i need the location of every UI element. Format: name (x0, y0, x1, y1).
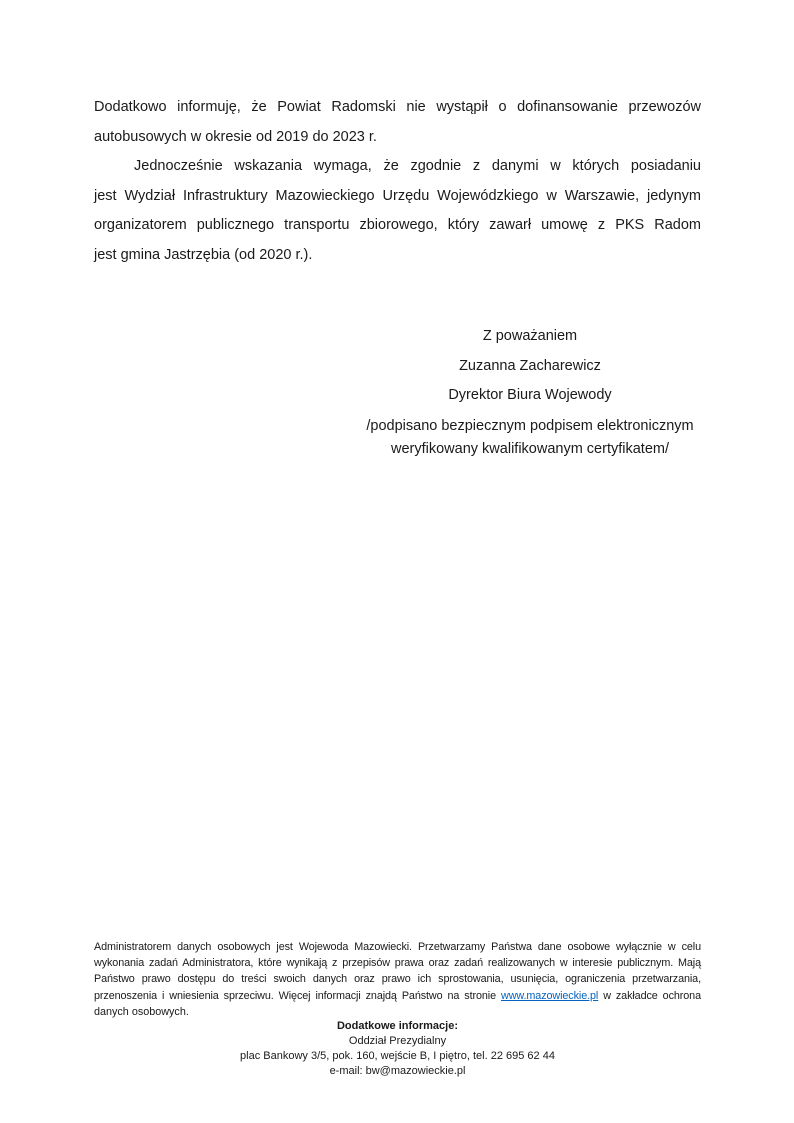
text-line: jest gmina Jastrzębia (od 2020 r.). (94, 246, 313, 263)
text-line: organizatorem publicznego transportu zbiorowego, który zawarł umowę z PKS Radom (94, 217, 701, 233)
text-line: Państwo prawo dostępu do treści swoich danych oraz prawo ich sprostowania, usunięcia, ograniczenia przetwarzania, (94, 973, 701, 986)
text-line: weryfikowany kwalifikowanym certyfikatem/ (391, 441, 669, 457)
contact-department: Oddział Prezydialny (348, 1035, 447, 1047)
contact-heading: Dodatkowe informacje: (336, 1020, 459, 1032)
privacy-notice (94, 939, 701, 1020)
text-line: wykonania zadań Administratora, które wynikają z przepisów prawa oraz zadań realizowanych w interesie publicznym. Mają (94, 957, 701, 970)
privacy-link-suffix: w zakładce ochrona (603, 989, 701, 1002)
letter-body (94, 93, 701, 270)
mazowieckie-website-link[interactable]: www.mazowieckie.pl (501, 989, 599, 1002)
paragraph-organizer (94, 152, 701, 270)
privacy-link-prefix: przenoszenia i wniesienia sprzeciwu. Więcej informacji znajdą Państwo na stronie (94, 989, 497, 1002)
text-line: Administratorem danych osobowych jest Wojewoda Mazowiecki. Przetwarzamy Państwa dane osobowe wyłącznie w celu (94, 941, 701, 953)
contact-block (94, 1019, 701, 1079)
contact-address: plac Bankowy 3/5, pok. 160, wejście B, I piętro, tel. 22 695 62 44 (240, 1050, 555, 1062)
electronic-signature-note (310, 415, 750, 462)
text-line: Dodatkowo informuję, że Powiat Radomski nie wystąpił o dofinansowanie przewozów (94, 99, 701, 115)
signature-block (310, 322, 750, 462)
signature-title: Dyrektor Biura Wojewody (448, 387, 612, 403)
contact-email: e-mail: bw@mazowieckie.pl (329, 1065, 466, 1077)
text-line: /podpisano bezpiecznym podpisem elektronicznym (366, 417, 694, 434)
signature-closing: Z poważaniem (482, 328, 578, 344)
paragraph-funding (94, 93, 701, 152)
text-line: Jednocześnie wskazania wymaga, że zgodnie z danymi w których posiadaniu (134, 158, 701, 174)
signature-name: Zuzanna Zacharewicz (459, 357, 601, 374)
text-line: danych osobowych. (94, 1005, 189, 1018)
text-line: jest Wydział Infrastruktury Mazowieckiego Urzędu Wojewódzkiego w Warszawie, jedynym (94, 187, 701, 204)
text-line: autobusowych w okresie od 2019 do 2023 r. (94, 128, 377, 145)
text-line (94, 988, 701, 1004)
